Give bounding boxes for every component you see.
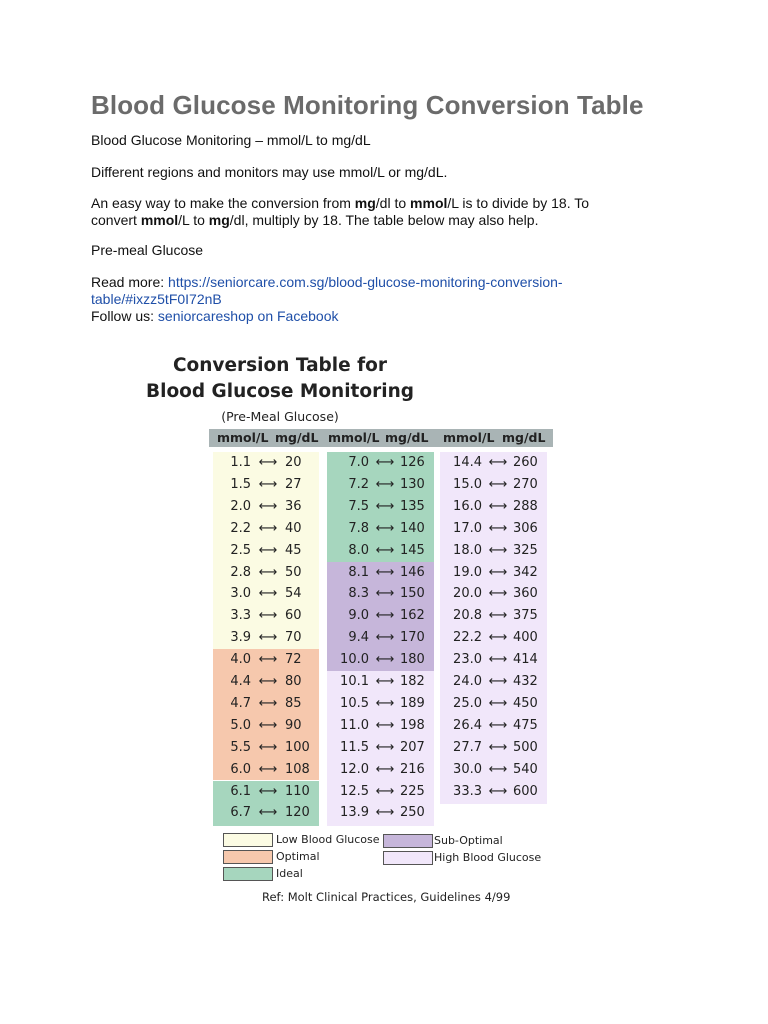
table-row bbox=[440, 627, 547, 649]
read-more-url-line-1: https://seniorcare.com.sg/blood-glucose-monitoring-conversion- bbox=[168, 274, 563, 290]
mgdl-value: 198 bbox=[400, 717, 425, 733]
mgdl-value: 414 bbox=[513, 652, 538, 668]
mgdl-value: 36 bbox=[285, 498, 302, 514]
mmol-value: 1.5 bbox=[230, 476, 251, 492]
conversion-arrow-icon: ⟷ bbox=[258, 586, 278, 602]
conversion-arrow-icon: ⟷ bbox=[258, 476, 278, 492]
mgdl-value: 475 bbox=[513, 717, 538, 733]
figure-title-line-2: Blood Glucose Monitoring bbox=[146, 381, 414, 402]
mmol-value: 2.5 bbox=[230, 542, 251, 558]
figure-reference: Ref: Molt Clinical Practices, Guidelines 4/99 bbox=[262, 890, 511, 904]
table-row bbox=[440, 693, 547, 715]
conversion-arrow-icon: ⟷ bbox=[258, 674, 278, 689]
conversion-arrow-icon: ⟷ bbox=[488, 717, 508, 733]
facebook-link[interactable]: seniorcareshop on Facebook bbox=[157, 308, 339, 324]
conversion-arrow-icon: ⟷ bbox=[375, 630, 395, 646]
mmol-value: 7.5 bbox=[348, 498, 369, 514]
mgdl-value: 250 bbox=[400, 805, 425, 821]
mmol-value: 4.7 bbox=[230, 695, 251, 711]
mgdl-value: 85 bbox=[285, 695, 302, 711]
header-mmol-2: mmol/L bbox=[328, 430, 380, 445]
mmol-value: 2.0 bbox=[230, 498, 251, 514]
conversion-bold-mmol-1: mmol bbox=[410, 195, 448, 211]
mmol-value: 2.8 bbox=[230, 564, 251, 580]
table-row bbox=[327, 715, 434, 737]
conversion-arrow-icon: ⟷ bbox=[488, 520, 508, 536]
figure-subtitle: (Pre-Meal Glucose) bbox=[221, 409, 339, 424]
mgdl-value: 342 bbox=[513, 564, 538, 580]
legend-swatch-suboptimal bbox=[383, 834, 433, 848]
table-row bbox=[213, 562, 319, 584]
conversion-arrow-icon: ⟷ bbox=[375, 455, 395, 470]
mmol-value: 6.1 bbox=[230, 783, 251, 799]
conversion-text-5: /dl, multiply by 18. The table below may also help. bbox=[229, 212, 539, 228]
table-row bbox=[440, 452, 547, 474]
read-more-label: Read more: bbox=[91, 274, 169, 290]
conversion-paragraph bbox=[91, 195, 611, 229]
conversion-arrow-icon: ⟷ bbox=[375, 586, 395, 602]
mmol-value: 5.0 bbox=[230, 717, 251, 733]
conversion-arrow-icon: ⟷ bbox=[375, 476, 395, 492]
conversion-arrow-icon: ⟷ bbox=[375, 498, 395, 514]
mmol-value: 20.0 bbox=[453, 586, 482, 602]
mgdl-value: 150 bbox=[400, 586, 425, 602]
conversion-arrow-icon: ⟷ bbox=[488, 542, 508, 558]
conversion-arrow-icon: ⟷ bbox=[375, 564, 395, 580]
header-mmol-3: mmol/L bbox=[443, 430, 495, 445]
mgdl-value: 60 bbox=[285, 608, 302, 624]
page-title: Blood Glucose Monitoring Conversion Table bbox=[91, 90, 644, 120]
table-row bbox=[213, 518, 319, 540]
legend-swatch-ideal bbox=[223, 867, 273, 881]
conversion-text-3: /L is to divide by 18. To convert bbox=[91, 195, 590, 228]
mmol-value: 10.5 bbox=[340, 695, 369, 711]
mgdl-value: 90 bbox=[285, 717, 302, 733]
table-row bbox=[213, 452, 319, 474]
table-row bbox=[440, 605, 547, 627]
mmol-value: 7.0 bbox=[348, 455, 369, 470]
conversion-arrow-icon: ⟷ bbox=[488, 498, 508, 514]
conversion-arrow-icon: ⟷ bbox=[375, 717, 395, 733]
mmol-value: 8.1 bbox=[348, 564, 369, 580]
mgdl-value: 145 bbox=[400, 542, 425, 558]
conversion-arrow-icon: ⟷ bbox=[258, 608, 278, 624]
conversion-arrow-icon: ⟷ bbox=[258, 542, 278, 558]
mgdl-value: 146 bbox=[400, 564, 425, 580]
mgdl-value: 108 bbox=[285, 761, 310, 777]
header-mgdl-3: mg/dL bbox=[502, 430, 546, 445]
table-row bbox=[213, 583, 319, 605]
conversion-arrow-icon: ⟷ bbox=[488, 455, 508, 470]
conversion-arrow-icon: ⟷ bbox=[375, 608, 395, 624]
mgdl-value: 130 bbox=[400, 476, 425, 492]
mmol-value: 22.2 bbox=[453, 630, 482, 646]
table-row bbox=[327, 737, 434, 759]
table-row bbox=[213, 627, 319, 649]
conversion-arrow-icon: ⟷ bbox=[258, 805, 278, 821]
conversion-text-1: An easy way to make the conversion from bbox=[91, 195, 355, 211]
mgdl-value: 140 bbox=[400, 520, 425, 536]
conversion-text-4: /L to bbox=[178, 212, 209, 228]
mgdl-value: 500 bbox=[513, 739, 538, 755]
table-row bbox=[213, 671, 319, 693]
mgdl-value: 54 bbox=[285, 586, 302, 602]
conversion-arrow-icon: ⟷ bbox=[258, 455, 278, 470]
mmol-value: 6.0 bbox=[230, 761, 251, 777]
table-row bbox=[213, 759, 319, 781]
follow-label: Follow us: bbox=[91, 308, 158, 324]
table-row bbox=[213, 802, 319, 824]
mgdl-value: 225 bbox=[400, 783, 425, 799]
conversion-arrow-icon: ⟷ bbox=[258, 695, 278, 711]
mgdl-value: 306 bbox=[513, 520, 538, 536]
mgdl-value: 288 bbox=[513, 498, 538, 514]
table-row bbox=[440, 715, 547, 737]
mmol-value: 3.9 bbox=[230, 630, 251, 646]
conversion-arrow-icon: ⟷ bbox=[488, 586, 508, 602]
mmol-value: 10.1 bbox=[340, 674, 369, 689]
mgdl-value: 180 bbox=[400, 652, 425, 668]
table-row bbox=[440, 671, 547, 693]
header-mgdl-2: mg/dL bbox=[385, 430, 429, 445]
table-row bbox=[440, 540, 547, 562]
mgdl-value: 135 bbox=[400, 498, 425, 514]
table-row bbox=[440, 781, 547, 803]
subtitle-text: Blood Glucose Monitoring – mmol/L to mg/dL bbox=[91, 132, 371, 148]
table-row bbox=[440, 583, 547, 605]
table-row bbox=[327, 759, 434, 781]
mmol-value: 9.4 bbox=[348, 630, 369, 646]
table-row bbox=[327, 540, 434, 562]
table-row bbox=[440, 649, 547, 671]
mmol-value: 18.0 bbox=[453, 542, 482, 558]
mmol-value: 33.3 bbox=[453, 783, 482, 799]
table-row bbox=[327, 605, 434, 627]
table-row bbox=[213, 693, 319, 715]
conversion-arrow-icon: ⟷ bbox=[258, 652, 278, 668]
mmol-value: 8.0 bbox=[348, 542, 369, 558]
conversion-bold-mg-1: mg bbox=[354, 195, 376, 211]
mgdl-value: 27 bbox=[285, 476, 302, 492]
table-row bbox=[440, 518, 547, 540]
legend-swatch-optimal bbox=[223, 850, 273, 864]
mmol-value: 14.4 bbox=[453, 455, 482, 470]
table-row bbox=[327, 474, 434, 496]
table-row bbox=[213, 474, 319, 496]
table-row bbox=[213, 715, 319, 737]
conversion-arrow-icon: ⟷ bbox=[375, 520, 395, 536]
mmol-value: 6.7 bbox=[230, 805, 251, 821]
mmol-value: 3.0 bbox=[230, 586, 251, 602]
table-row bbox=[327, 781, 434, 803]
table-row bbox=[327, 693, 434, 715]
mgdl-value: 40 bbox=[285, 520, 302, 536]
conversion-arrow-icon: ⟷ bbox=[375, 805, 395, 821]
table-row bbox=[327, 627, 434, 649]
read-more-paragraph bbox=[91, 274, 611, 325]
mmol-value: 26.4 bbox=[453, 717, 482, 733]
mmol-value: 2.2 bbox=[230, 520, 251, 536]
table-row bbox=[327, 671, 434, 693]
conversion-arrow-icon: ⟷ bbox=[258, 783, 278, 799]
mmol-value: 4.0 bbox=[230, 652, 251, 668]
conversion-arrow-icon: ⟷ bbox=[258, 717, 278, 733]
mmol-value: 13.9 bbox=[340, 805, 369, 821]
table-row bbox=[440, 496, 547, 518]
mmol-value: 5.5 bbox=[230, 739, 251, 755]
conversion-arrow-icon: ⟷ bbox=[488, 630, 508, 646]
mgdl-value: 600 bbox=[513, 783, 538, 799]
legend-label-low: Low Blood Glucose bbox=[276, 833, 380, 846]
mgdl-value: 216 bbox=[400, 761, 425, 777]
mgdl-value: 20 bbox=[285, 455, 302, 470]
mmol-value: 27.7 bbox=[453, 739, 482, 755]
mgdl-value: 450 bbox=[513, 695, 538, 711]
mgdl-value: 375 bbox=[513, 608, 538, 624]
legend-label-ideal: Ideal bbox=[276, 867, 303, 880]
conversion-arrow-icon: ⟷ bbox=[375, 739, 395, 755]
mmol-value: 25.0 bbox=[453, 695, 482, 711]
mgdl-value: 70 bbox=[285, 630, 302, 646]
mmol-value: 11.0 bbox=[340, 717, 369, 733]
mgdl-value: 360 bbox=[513, 586, 538, 602]
mmol-value: 11.5 bbox=[340, 739, 369, 755]
mgdl-value: 400 bbox=[513, 630, 538, 646]
mmol-value: 7.2 bbox=[348, 476, 369, 492]
conversion-arrow-icon: ⟷ bbox=[488, 761, 508, 777]
conversion-arrow-icon: ⟷ bbox=[258, 630, 278, 646]
mmol-value: 16.0 bbox=[453, 498, 482, 514]
mgdl-value: 72 bbox=[285, 652, 302, 668]
legend-swatch-low bbox=[223, 833, 273, 847]
mmol-value: 10.0 bbox=[340, 652, 369, 668]
mmol-value: 1.1 bbox=[230, 455, 251, 470]
mmol-value: 8.3 bbox=[348, 586, 369, 602]
conversion-bold-mg-2: mg bbox=[208, 212, 230, 228]
mgdl-value: 45 bbox=[285, 542, 302, 558]
conversion-arrow-icon: ⟷ bbox=[488, 652, 508, 668]
conversion-arrow-icon: ⟷ bbox=[258, 520, 278, 536]
table-row bbox=[213, 496, 319, 518]
table-row bbox=[327, 496, 434, 518]
mmol-value: 12.0 bbox=[340, 761, 369, 777]
mgdl-value: 110 bbox=[285, 783, 310, 799]
mmol-value: 24.0 bbox=[453, 674, 482, 689]
header-mgdl-1: mg/dL bbox=[275, 430, 319, 445]
table-row bbox=[440, 737, 547, 759]
table-row bbox=[327, 802, 434, 824]
mgdl-value: 182 bbox=[400, 674, 425, 689]
conversion-arrow-icon: ⟷ bbox=[375, 674, 395, 689]
table-row bbox=[213, 649, 319, 671]
mgdl-value: 100 bbox=[285, 739, 310, 755]
mgdl-value: 540 bbox=[513, 761, 538, 777]
premeal-text: Pre-meal Glucose bbox=[91, 242, 204, 258]
table-header-bar bbox=[209, 429, 553, 447]
conversion-arrow-icon: ⟷ bbox=[488, 608, 508, 624]
table-row bbox=[213, 540, 319, 562]
conversion-arrow-icon: ⟷ bbox=[258, 498, 278, 514]
mgdl-value: 432 bbox=[513, 674, 538, 689]
mmol-value: 9.0 bbox=[348, 608, 369, 624]
conversion-arrow-icon: ⟷ bbox=[375, 695, 395, 711]
conversion-arrow-icon: ⟷ bbox=[375, 542, 395, 558]
mgdl-value: 120 bbox=[285, 805, 310, 821]
header-mmol-1: mmol/L bbox=[217, 430, 269, 445]
figure-title-line-1: Conversion Table for bbox=[172, 355, 388, 376]
mgdl-value: 270 bbox=[513, 476, 538, 492]
mmol-value: 20.8 bbox=[453, 608, 482, 624]
table-row bbox=[213, 605, 319, 627]
conversion-arrow-icon: ⟷ bbox=[488, 739, 508, 755]
conversion-text-2: /dl to bbox=[375, 195, 411, 211]
mgdl-value: 189 bbox=[400, 695, 425, 711]
conversion-arrow-icon: ⟷ bbox=[488, 476, 508, 492]
mgdl-value: 207 bbox=[400, 739, 425, 755]
table-row bbox=[327, 583, 434, 605]
mgdl-value: 80 bbox=[285, 674, 302, 689]
conversion-arrow-icon: ⟷ bbox=[488, 564, 508, 580]
mmol-value: 23.0 bbox=[453, 652, 482, 668]
conversion-arrow-icon: ⟷ bbox=[488, 695, 508, 711]
table-row bbox=[327, 649, 434, 671]
conversion-arrow-icon: ⟷ bbox=[258, 739, 278, 755]
conversion-arrow-icon: ⟷ bbox=[375, 783, 395, 799]
mmol-value: 17.0 bbox=[453, 520, 482, 536]
mmol-value: 19.0 bbox=[453, 564, 482, 580]
legend-swatch-high bbox=[383, 851, 433, 865]
mgdl-value: 170 bbox=[400, 630, 425, 646]
legend-label-suboptimal: Sub-Optimal bbox=[434, 834, 503, 847]
mmol-value: 12.5 bbox=[340, 783, 369, 799]
mgdl-value: 325 bbox=[513, 542, 538, 558]
conversion-arrow-icon: ⟷ bbox=[375, 761, 395, 777]
legend-label-optimal: Optimal bbox=[276, 850, 320, 863]
conversion-arrow-icon: ⟷ bbox=[258, 564, 278, 580]
mgdl-value: 162 bbox=[400, 608, 425, 624]
mmol-value: 4.4 bbox=[230, 674, 251, 689]
mmol-value: 30.0 bbox=[453, 761, 482, 777]
table-row bbox=[327, 562, 434, 584]
legend-label-high: High Blood Glucose bbox=[434, 851, 542, 864]
mmol-value: 3.3 bbox=[230, 608, 251, 624]
mgdl-value: 126 bbox=[400, 455, 425, 470]
table-row bbox=[327, 452, 434, 474]
mgdl-value: 260 bbox=[513, 455, 538, 470]
regions-text: Different regions and monitors may use mmol/L or mg/dL. bbox=[91, 164, 448, 180]
conversion-arrow-icon: ⟷ bbox=[488, 674, 508, 689]
mmol-value: 7.8 bbox=[348, 520, 369, 536]
table-row bbox=[440, 562, 547, 584]
table-row bbox=[440, 759, 547, 781]
table-row bbox=[440, 474, 547, 496]
conversion-arrow-icon: ⟷ bbox=[258, 761, 278, 777]
mgdl-value: 50 bbox=[285, 564, 302, 580]
table-row bbox=[327, 518, 434, 540]
table-row bbox=[213, 781, 319, 803]
read-more-url-line-2: table/#ixzz5tF0I72nB bbox=[91, 291, 222, 307]
mmol-value: 15.0 bbox=[453, 476, 482, 492]
conversion-bold-mmol-2: mmol bbox=[140, 212, 179, 228]
conversion-arrow-icon: ⟷ bbox=[488, 783, 508, 799]
conversion-arrow-icon: ⟷ bbox=[375, 652, 395, 668]
table-row bbox=[213, 737, 319, 759]
